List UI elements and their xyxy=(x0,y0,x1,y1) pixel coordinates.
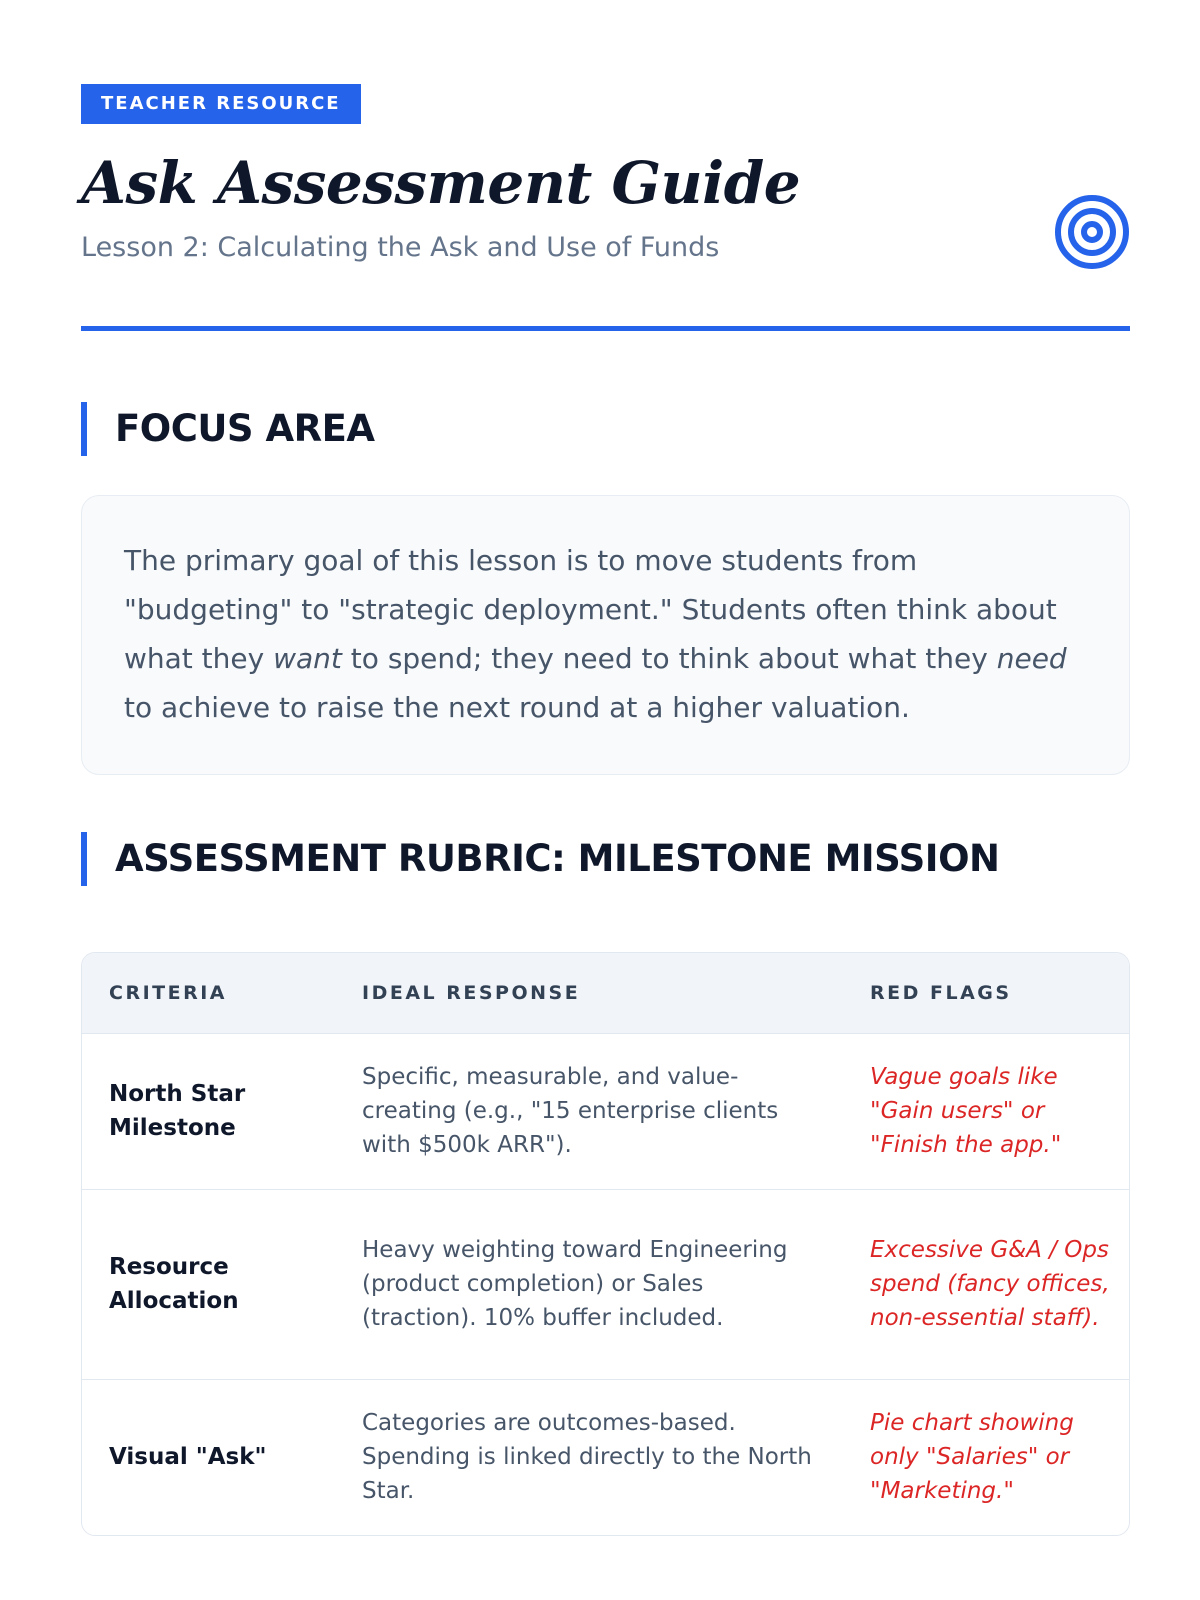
table-row xyxy=(82,1033,1130,1189)
table-row xyxy=(82,1189,1130,1379)
red-flag-cell: Pie chart showing only "Salaries" or "Marketing." xyxy=(843,1379,1130,1535)
page-subtitle: Lesson 2: Calculating the Ask and Use of Funds xyxy=(81,232,720,263)
red-flag-cell: Excessive G&A / Ops spend (fancy offices, non-essential staff). xyxy=(843,1189,1130,1379)
red-flag-cell: Vague goals like "Gain users" or "Finish the app." xyxy=(843,1033,1130,1189)
focus-area-card xyxy=(81,495,1130,775)
ideal-response-cell: Specific, measurable, and value-creating (e.g., "15 enterprise clients with $500k ARR"). xyxy=(335,1033,843,1189)
focus-text-part: to spend; they need to think about what they xyxy=(341,642,997,675)
rubric-heading: ASSESSMENT RUBRIC: MILESTONE MISSION xyxy=(81,832,1000,886)
teacher-resource-badge: TEACHER RESOURCE xyxy=(81,84,361,124)
focus-area-heading: FOCUS AREA xyxy=(81,402,375,456)
focus-emphasis-need: need xyxy=(996,642,1067,675)
criteria-cell: Visual "Ask" xyxy=(82,1379,335,1535)
column-header-criteria: CRITERIA xyxy=(109,981,227,1004)
table-header-row xyxy=(82,953,1130,1033)
document-header xyxy=(81,84,1130,331)
rubric-table xyxy=(81,952,1130,1536)
table-row xyxy=(82,1379,1130,1535)
ideal-response-cell: Heavy weighting toward Engineering (product completion) or Sales (traction). 10% buffer included. xyxy=(335,1189,843,1379)
document-page xyxy=(81,84,1130,1505)
criteria-cell: Resource Allocation xyxy=(82,1189,335,1379)
focus-text-part: to achieve to raise the next round at a higher valuation. xyxy=(124,691,910,724)
column-header-red-flags: RED FLAGS xyxy=(870,981,1012,1004)
focus-text-part: The primary goal of this lesson is to move students from "budgeting" to "strategic deployment." Students often think about what they xyxy=(124,544,1057,675)
target-icon xyxy=(1054,194,1130,270)
page-title: Ask Assessment Guide xyxy=(81,149,801,217)
criteria-cell: North Star Milestone xyxy=(82,1033,335,1189)
column-header-ideal-response: IDEAL RESPONSE xyxy=(362,981,581,1004)
ideal-response-cell: Categories are outcomes-based. Spending is linked directly to the North Star. xyxy=(335,1379,843,1535)
focus-emphasis-want: want xyxy=(273,642,342,675)
